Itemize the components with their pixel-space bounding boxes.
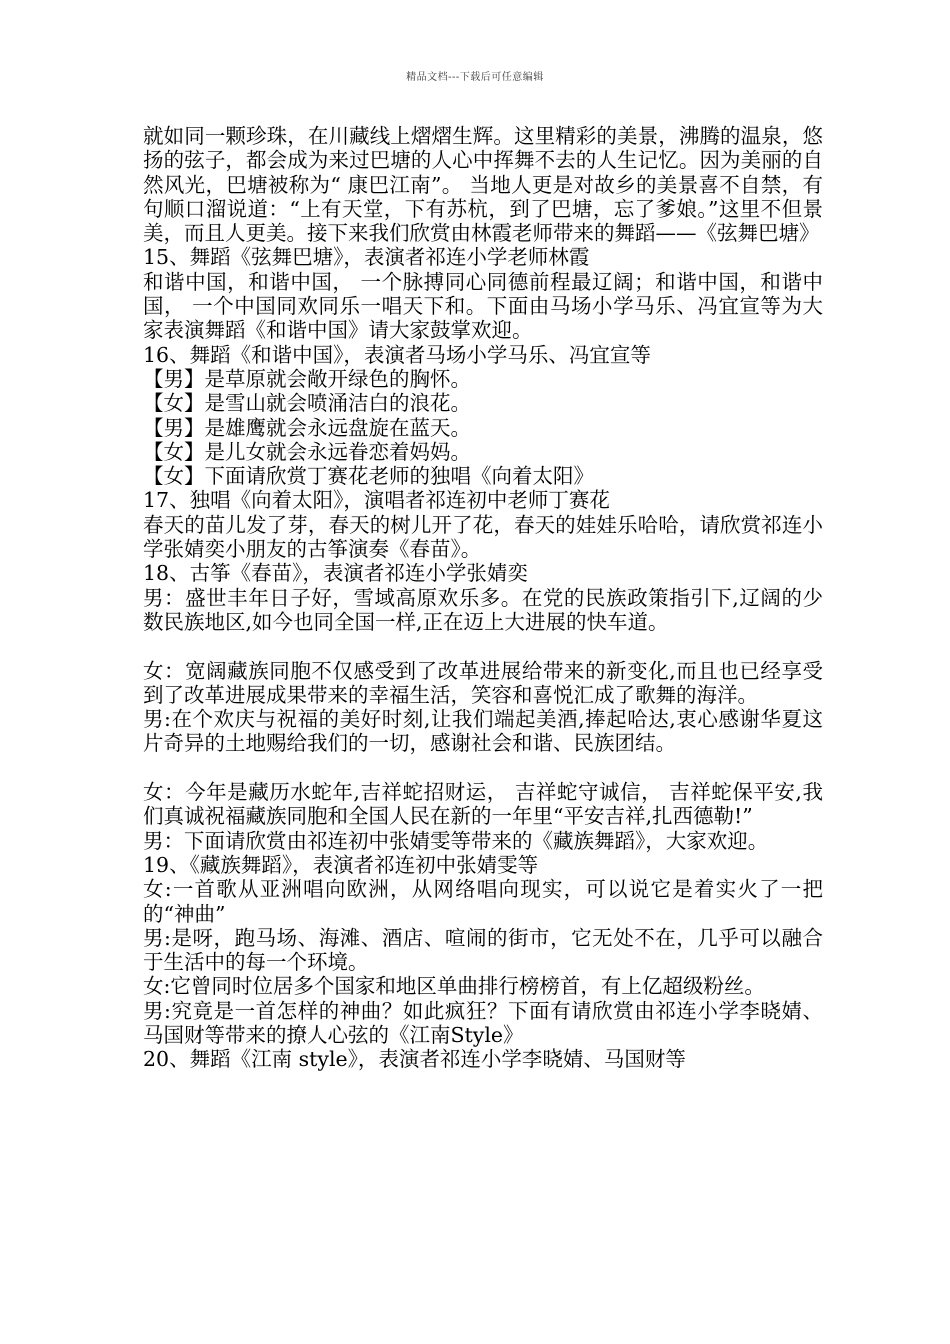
document-body [143, 124, 823, 1072]
blank-line [143, 756, 823, 780]
dialogue-line: 【女】是儿女就会永远眷恋着妈妈。 [143, 439, 471, 464]
paragraph-harmony-china: 和谐中国，和谐中国， 一个脉搏同心同德前程最辽阔；和谐中国，和谐中国， 一个中国同欢同乐一唱天下和。下面由马场小学马乐、冯宜宣等为大家表演舞蹈《和谐中国》请大家鼓掌欢迎。 [143, 269, 823, 343]
dialogue-line: 男:究竟是一首怎样的神曲？如此疯狂？下面有请欣赏由祁连小学李晓婧、马国财等带来的撩人心弦的《江南Style》 [143, 998, 823, 1047]
program-item-17: 17、独唱《向着太阳》，演唱者祁连初中老师丁赛花 [143, 488, 610, 513]
paragraph-intro-batang: 就如同一颗珍珠，在川藏线上熠熠生辉。这里精彩的美景，沸腾的温泉，悠扬的弦子，都会成为来过巴塘的人心中挥舞不去的人生记忆。因为美丽的自然风光，巴塘被称为“ 康巴江南”。 当地人更是对故乡的美景喜不自禁，有句顺口溜说道：“上有天堂，下有苏杭，到了巴塘，忘了爹娘。”这里不但景美，而且人更美。接下来我们欣赏由林霞老师带来的舞蹈——《弦舞巴塘》 [143, 124, 823, 246]
dialogue-line: 【女】下面请欣赏丁赛花老师的独唱《向着太阳》 [143, 464, 594, 489]
program-item-20: 20、舞蹈《江南 style》，表演者祁连小学李晓婧、马国财等 [143, 1047, 686, 1072]
dialogue-line: 男:在个欢庆与祝福的美好时刻,让我们端起美酒,捧起哈达,衷心感谢华夏这片奇异的土地赐给我们的一切，感谢社会和谐、民族团结。 [143, 707, 823, 756]
program-item-15: 15、舞蹈《弦舞巴塘》，表演者祁连小学老师林霞 [143, 245, 590, 270]
dialogue-line: 女:它曾同时位居多个国家和地区单曲排行榜榜首，有上亿超级粉丝。 [143, 974, 765, 999]
page-header: 精品文档---下载后可任意编辑 [406, 72, 544, 83]
dialogue-line: 女：宽阔藏族同胞不仅感受到了改革进展给带来的新变化,而且也已经享受到了改革进展成果带来的幸福生活，笑容和喜悦汇成了歌舞的海洋。 [143, 658, 823, 707]
blank-line [143, 634, 823, 658]
dialogue-line: 男：下面请欣赏由祁连初中张婧雯等带来的《藏族舞蹈》，大家欢迎。 [143, 828, 769, 853]
dialogue-line: 【男】是草原就会敞开绿色的胸怀。 [143, 366, 471, 391]
dialogue-line: 【女】是雪山就会喷涌洁白的浪花。 [143, 391, 471, 416]
paragraph-spring-sprout: 春天的苗儿发了芽，春天的树儿开了花，春天的娃娃乐哈哈，请欣赏祁连小学张婧奕小朋友的古筝演奏《春苗》。 [143, 512, 823, 562]
dialogue-line: 女：今年是藏历水蛇年,吉祥蛇招财运， 吉祥蛇守诚信， 吉祥蛇保平安,我们真诚祝福藏族同胞和全国人民在新的一年里“平安吉祥,扎西德勒!” [143, 780, 823, 829]
dialogue-line: 女:一首歌从亚洲唱向欧洲，从网络唱向现实，可以说它是着实火了一把的“神曲” [143, 877, 823, 926]
dialogue-line: 【男】是雄鹰就会永远盘旋在蓝天。 [143, 415, 471, 440]
dialogue-line: 男:是呀，跑马场、海滩、酒店、喧闹的街市，它无处不在，几乎可以融合于生活中的每一个环境。 [143, 925, 823, 975]
program-item-18: 18、古筝《春苗》，表演者祁连小学张婧奕 [143, 561, 528, 586]
program-item-16: 16、舞蹈《和谐中国》，表演者马场小学马乐、冯宜宣等 [143, 342, 651, 367]
dialogue-line: 男：盛世丰年日子好，雪域高原欢乐多。在党的民族政策指引下,辽阔的少数民族地区,如今也同全国一样,正在迈上大进展的快车道。 [143, 585, 823, 634]
program-item-19: 19、《藏族舞蹈》，表演者祁连初中张婧雯等 [143, 852, 539, 877]
